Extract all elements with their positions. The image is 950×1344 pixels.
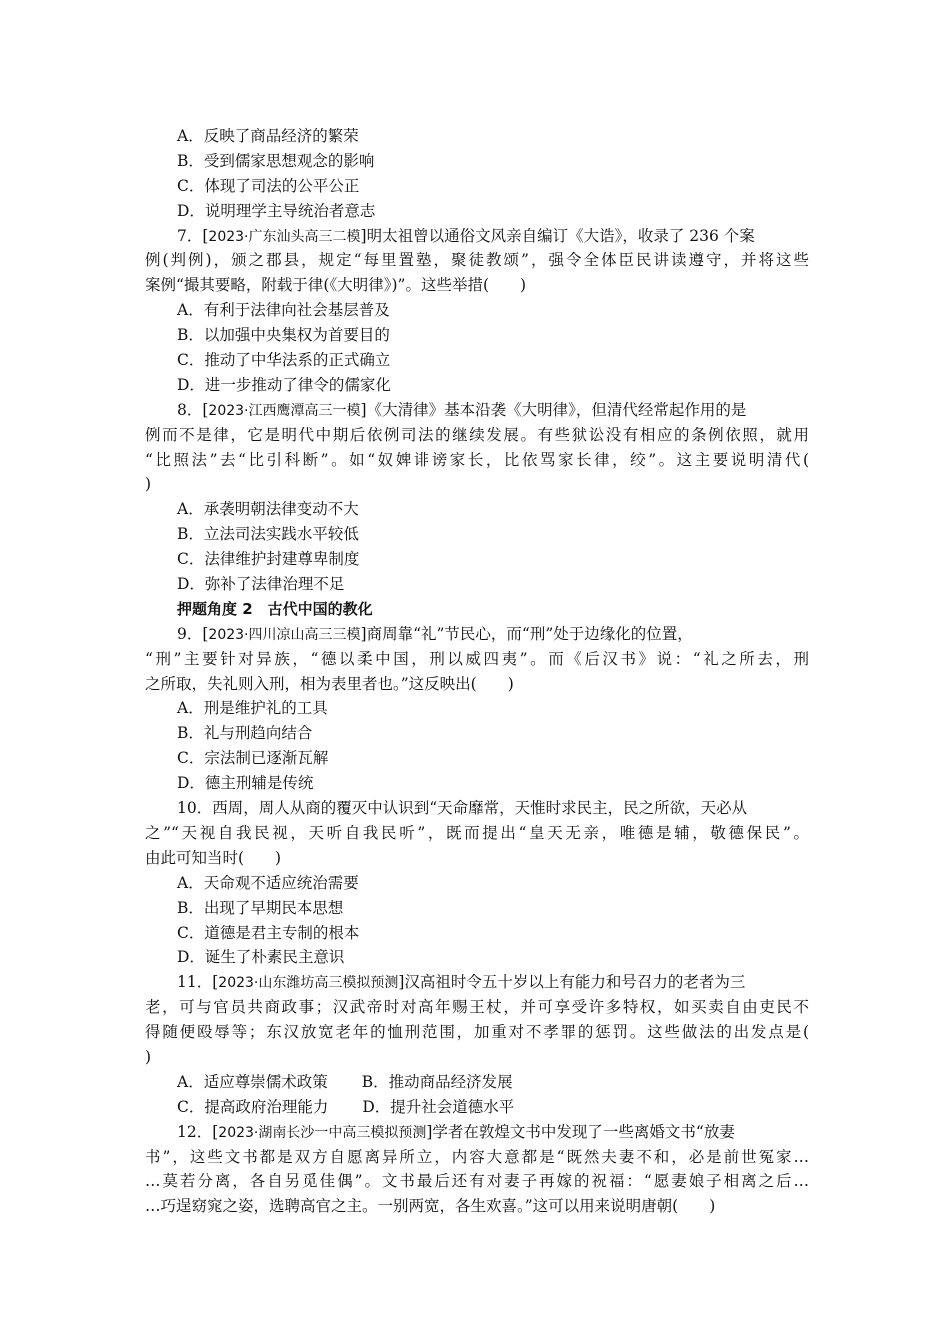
q12-text: ]学者在敦煌文书中发现了一些离婚文书“放妻 <box>426 1122 735 1141</box>
q12-number: 12．[ <box>177 1122 219 1141</box>
q8-stem-line-4: ) <box>145 475 152 494</box>
q9-stem-line-1 <box>145 622 809 647</box>
q12-stem-line-1 <box>145 1120 809 1145</box>
q9-stem-line-2: “刑”主要针对异族，“德以柔中国，刑以威四夷”。而《后汉书》说：“礼之所去，刑 <box>145 649 809 668</box>
q11-options-row-2 <box>145 1095 809 1120</box>
q9-number: 9．[ <box>177 624 209 643</box>
q11-stem-line-1 <box>145 970 809 995</box>
section-heading: 押题角度 2 古代中国的教化 <box>177 599 373 618</box>
q7-text: ]明太祖曾以通俗文风亲自编订《大诰》，收录了 236 个案 <box>360 226 755 245</box>
q7-option-c: C．推动了中华法系的正式确立 <box>177 351 391 370</box>
q9-text: ]商周靠“礼”节民心，而“刑”处于边缘化的位置， <box>360 624 693 643</box>
q11-stem-line-3: 得随便殴辱等；东汉放宽老年的恤刑范围，加重对不孝罪的惩罚。这些做法的出发点是( <box>145 1023 809 1042</box>
q7-option-a: A．有利于法律向社会基层普及 <box>177 301 390 320</box>
q8-stem-line-3: “比照法”去“比引科断”。如“奴婢诽谤家长，比依骂家长律，绞”。这主要说明清代( <box>145 450 809 469</box>
q9-stem-line-3: 之所取，失礼则入刑，相为表里者也。”这反映出( ) <box>145 674 514 693</box>
q7-number: 7．[ <box>177 226 209 245</box>
q10-option-b: B．出现了早期民本思想 <box>177 898 344 917</box>
q10-stem-line-3: 由此可知当时( ) <box>145 848 282 867</box>
q11-text: ]汉高祖时令五十岁以上有能力和号召力的老者为三 <box>398 973 746 992</box>
q11-options-row-1 <box>145 1070 809 1095</box>
q6-option-b: B．受到儒家思想观念的影响 <box>177 151 375 170</box>
q6-option-c: C．体现了司法的公平公正 <box>177 176 360 195</box>
q11-option-b: B．推动商品经济发展 <box>361 1072 513 1091</box>
q11-option-a: A．适应尊崇儒术政策 <box>177 1072 328 1091</box>
q8-source: 2023·江西鹰潭高三一模 <box>208 402 361 419</box>
q9-option-b: B．礼与刑趋向结合 <box>177 724 313 743</box>
q7-stem-line-3: 案例“撮其要略，附载于律(《大明律》)”。这些举措( ) <box>145 276 527 295</box>
document-page <box>145 124 809 1219</box>
q7-option-d: D．进一步推动了律令的儒家化 <box>177 375 391 394</box>
q11-stem-line-4: ) <box>145 1047 152 1066</box>
q8-stem-line-1 <box>145 398 809 423</box>
q11-source: 2023·山东潍坊高三模拟预测 <box>218 975 399 992</box>
q11-option-d: D．提升社会道德水平 <box>362 1097 515 1116</box>
q10-option-c: C．道德是君主专制的根本 <box>177 923 360 942</box>
q8-number: 8．[ <box>177 400 209 419</box>
q9-option-a: A．刑是维护礼的工具 <box>177 699 328 718</box>
q12-stem-line-4: …巧逞窈窕之姿，选聘高官之主。一别两宽，各生欢喜。”这可以用来说明唐朝( ) <box>145 1197 716 1216</box>
q12-stem-line-2: 书”，这些文书都是双方自愿离异所立，内容大意都是“既然夫妻不和，必是前世冤家… <box>145 1147 809 1166</box>
q9-option-d: D．德主刑辅是传统 <box>177 774 314 793</box>
q10-stem-line-1: 10．西周，周人从商的覆灭中认识到“天命靡常，天惟时求民主，民之所欲，天必从 <box>177 799 748 818</box>
q9-option-c: C．宗法制已逐渐瓦解 <box>177 749 329 768</box>
q11-number: 11．[ <box>177 973 219 992</box>
q8-text: ]《大清律》基本沿袭《大明律》，但清代经常起作用的是 <box>360 400 747 419</box>
q10-stem-line-2: 之”“天视自我民视，天听自我民听”，既而提出“皇天无亲，唯德是辅，敬德保民”。 <box>145 823 809 842</box>
q7-source: 2023·广东汕头高三二模 <box>208 228 361 245</box>
q7-option-b: B．以加强中央集权为首要目的 <box>177 326 390 345</box>
q10-option-a: A．天命观不适应统治需要 <box>177 873 359 892</box>
q6-option-a: A．反映了商品经济的繁荣 <box>177 127 359 145</box>
q8-stem-line-2: 例而不是律，它是明代中期后依例司法的继续发展。有些狱讼没有相应的条例依照，就用 <box>145 425 809 444</box>
q11-option-c: C．提高政府治理能力 <box>177 1097 329 1116</box>
q7-stem-line-1 <box>145 224 809 249</box>
q8-option-b: B．立法司法实践水平较低 <box>177 525 359 544</box>
q12-source: 2023·湖南长沙一中高三模拟预测 <box>218 1124 427 1141</box>
q12-stem-line-3: …莫若分离，各自另觅佳偶”。文书最后还有对妻子再嫁的祝福：“愿妻娘子相离之后… <box>145 1172 809 1191</box>
q6-option-d: D．说明理学主导统治者意志 <box>177 201 376 220</box>
q7-stem-line-2: 例(判例)，颁之郡县，规定“每里置塾，聚徒教颂”，强令全体臣民讲读遵守，并将这些 <box>145 251 809 270</box>
q8-option-d: D．弥补了法律治理不足 <box>177 575 345 594</box>
q10-option-d: D．诞生了朴素民主意识 <box>177 948 345 967</box>
q8-option-c: C．法律维护封建尊卑制度 <box>177 550 360 569</box>
q11-stem-line-2: 老，可与官员共商政事；汉武帝时对高年赐王杖，并可享受许多特权，如买卖自由吏民不 <box>145 998 809 1017</box>
q8-option-a: A．承袭明朝法律变动不大 <box>177 500 359 519</box>
q9-source: 2023·四川凉山高三三模 <box>208 626 361 643</box>
